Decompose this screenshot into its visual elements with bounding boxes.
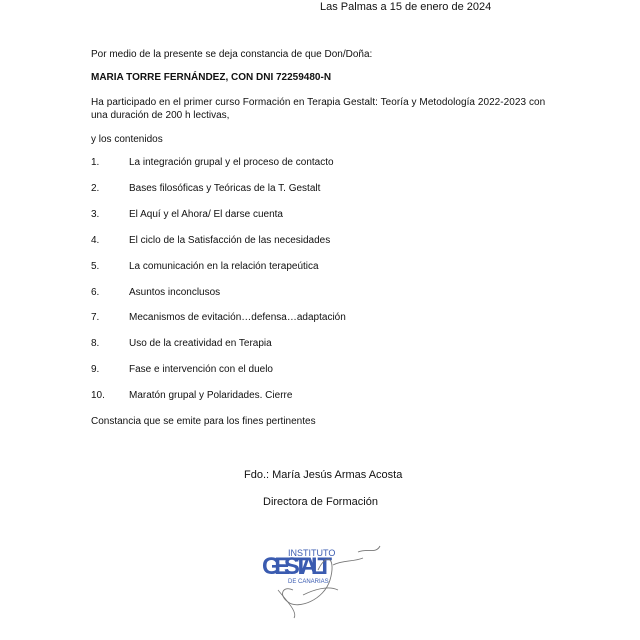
participation-line-2: una duración de 200 h lectivas, — [91, 110, 230, 121]
list-item-number: 3. — [91, 208, 100, 220]
person-name: MARIA TORRE FERNÁNDEZ, CON DNI 72259480-N — [91, 72, 332, 83]
list-item-number: 1. — [91, 157, 100, 168]
list-item-text: El Aquí y el Ahora/ El darse cuenta — [129, 208, 283, 220]
list-item-number: 6. — [91, 286, 100, 298]
list-item-number: 9. — [91, 364, 100, 376]
logo-text-canarias: DE CANARIAS — [288, 579, 329, 585]
list-item-text: Maratón grupal y Polaridades. Cierre — [129, 390, 293, 402]
closing-text: Constancia que se emite para los fines pertinentes — [91, 416, 316, 427]
list-item-text: Uso de la creatividad en Terapia — [129, 338, 272, 350]
list-item-number: 10. — [91, 390, 105, 402]
signed-by: Fdo.: María Jesús Armas Acosta — [244, 469, 403, 481]
list-item-text: Mecanismos de evitación…defensa…adaptación — [129, 312, 346, 324]
date-line: Las Palmas a 15 de enero de 2024 — [320, 1, 492, 13]
contents-intro: y los contenidos — [91, 134, 163, 145]
list-item-text: Asuntos inconclusos — [129, 286, 221, 298]
institute-logo-with-signature — [258, 540, 388, 620]
signer-role: Directora de Formación — [263, 496, 378, 508]
intro-text: Por medio de la presente se deja constancia de que Don/Doña: — [91, 49, 373, 60]
list-item-number: 7. — [91, 312, 100, 324]
list-item-text: El ciclo de la Satisfacción de las necesidades — [129, 234, 331, 246]
list-item-text: La comunicación en la relación terapeútica — [129, 260, 319, 272]
list-item-number: 5. — [91, 260, 100, 272]
logo-text-instituto: INSTITUTO — [288, 548, 336, 558]
participation-line-1: Ha participado en el primer curso Formación en Terapia Gestalt: Teoría y Metodología 2022-2023 con — [91, 97, 546, 108]
list-item-number: 4. — [91, 234, 100, 246]
list-item-text: Fase e intervención con el duelo — [129, 364, 273, 376]
logo-text-gestalt: GESTALT — [262, 553, 332, 580]
list-item-text: La integración grupal y el proceso de contacto — [129, 157, 334, 168]
list-item-number: 2. — [91, 182, 100, 194]
list-item-text: Bases filosóficas y Teóricas de la T. Gestalt — [129, 182, 321, 194]
list-item-number: 8. — [91, 338, 100, 350]
